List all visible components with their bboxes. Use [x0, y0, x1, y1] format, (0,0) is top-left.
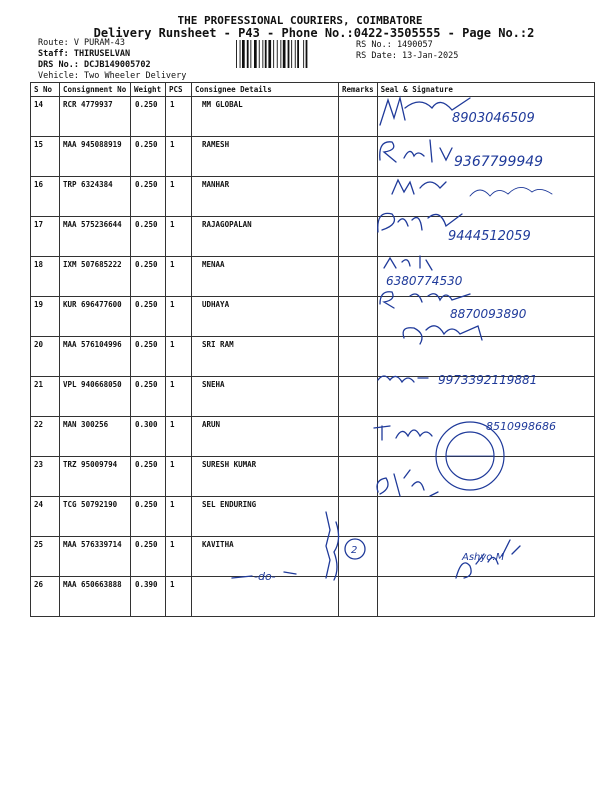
- cell-sno: 24: [31, 497, 60, 537]
- table-row: [31, 297, 595, 337]
- cell-sno: 15: [31, 137, 60, 177]
- cell-consignee: RAJAGOPALAN: [192, 217, 339, 257]
- barcode-bar: [277, 40, 278, 68]
- table-row: [31, 217, 595, 257]
- cell-sno: 20: [31, 337, 60, 377]
- cell-signature: [377, 377, 594, 417]
- phone-row-23: 8510998686: [486, 420, 556, 433]
- cell-pcs: 1: [166, 177, 192, 217]
- barcode-bar: [247, 40, 249, 68]
- barcode-bar: [240, 40, 241, 68]
- cell-weight: 0.250: [131, 377, 166, 417]
- staff-label: Staff: THIRUSELVAN: [38, 49, 131, 59]
- cell-weight: 0.250: [131, 137, 166, 177]
- cell-consignment-no: TCG 50792190: [60, 497, 131, 537]
- barcode-bar: [262, 40, 263, 68]
- table-row: [31, 457, 595, 497]
- cell-pcs: 1: [166, 457, 192, 497]
- cell-weight: 0.250: [131, 457, 166, 497]
- vehicle-label: Vehicle: Two Wheeler Delivery: [38, 71, 187, 81]
- cell-signature: [377, 217, 594, 257]
- table-row: [31, 257, 595, 297]
- barcode-bar: [283, 40, 286, 68]
- cell-weight: 0.250: [131, 497, 166, 537]
- cell-sno: 19: [31, 297, 60, 337]
- cell-consignment-no: MAA 576104996: [60, 337, 131, 377]
- cell-consignee: UDHAYA: [192, 297, 339, 337]
- cell-weight: 0.300: [131, 417, 166, 457]
- cell-weight: 0.390: [131, 577, 166, 617]
- cell-sno: 21: [31, 377, 60, 417]
- cell-consignment-no: TRZ 95009794: [60, 457, 131, 497]
- cell-pcs: 1: [166, 257, 192, 297]
- cell-consignee: SURESH KUMAR: [192, 457, 339, 497]
- table-row: [31, 497, 595, 537]
- barcode-bar: [288, 40, 290, 68]
- cell-weight: 0.250: [131, 337, 166, 377]
- cell-signature: [377, 497, 594, 537]
- runsheet-heading: Delivery Runsheet - P43 - Phone No.:0422-3505555 - Page No.:2: [93, 26, 535, 40]
- cell-weight: 0.250: [131, 297, 166, 337]
- cell-consignee: ARUN: [192, 417, 339, 457]
- barcode-bar: [297, 40, 299, 68]
- cell-consignee: KAVITHA: [192, 537, 339, 577]
- cell-weight: 0.250: [131, 217, 166, 257]
- barcode-bar: [250, 40, 251, 68]
- drs-number: DRS No.: DCJB149005702: [38, 60, 151, 70]
- cell-pcs: 1: [166, 497, 192, 537]
- table-row: [31, 337, 595, 377]
- cell-consignee: SNEHA: [192, 377, 339, 417]
- cell-consignment-no: MAA 575236644: [60, 217, 131, 257]
- col-weight: Weight: [131, 83, 166, 97]
- cell-consignment-no: MAA 945088919: [60, 137, 131, 177]
- cell-signature: [377, 577, 594, 617]
- cell-remarks: [339, 297, 378, 337]
- phone-row-17: 9444512059: [448, 229, 531, 244]
- cell-remarks: [339, 377, 378, 417]
- cell-signature: [377, 537, 594, 577]
- table-header-row: [31, 83, 595, 97]
- col-pcs: PCS: [166, 83, 192, 97]
- cell-sno: 23: [31, 457, 60, 497]
- col-consignment: Consignment No: [60, 83, 131, 97]
- cell-signature: [377, 297, 594, 337]
- barcode-bar: [254, 40, 257, 68]
- col-signature: Seal & Signature: [377, 83, 594, 97]
- table-row: [31, 377, 595, 417]
- col-sno: S No: [31, 83, 60, 97]
- cell-remarks: [339, 257, 378, 297]
- cell-consignment-no: TRP 6324384: [60, 177, 131, 217]
- barcode-bar: [295, 40, 296, 68]
- cell-signature: [377, 137, 594, 177]
- cell-pcs: 1: [166, 537, 192, 577]
- mark-row-26: 2: [351, 545, 358, 556]
- cell-remarks: [339, 577, 378, 617]
- cell-sno: 18: [31, 257, 60, 297]
- cell-remarks: [339, 417, 378, 457]
- barcode-bar: [280, 40, 281, 68]
- cell-pcs: 1: [166, 297, 192, 337]
- cell-sno: 14: [31, 97, 60, 137]
- col-remarks: Remarks: [339, 83, 378, 97]
- cell-consignee: MENAA: [192, 257, 339, 297]
- cell-sno: 22: [31, 417, 60, 457]
- barcode-bar: [268, 40, 271, 68]
- cell-consignee: MM GLOBAL: [192, 97, 339, 137]
- cell-pcs: 1: [166, 97, 192, 137]
- cell-consignment-no: MAN 300256: [60, 417, 131, 457]
- cell-remarks: [339, 137, 378, 177]
- cell-remarks: [339, 97, 378, 137]
- table-row: [31, 97, 595, 137]
- table-row: [31, 417, 595, 457]
- cell-weight: 0.250: [131, 97, 166, 137]
- phone-row-14: 8903046509: [452, 111, 535, 126]
- cell-sno: 25: [31, 537, 60, 577]
- cell-remarks: [339, 457, 378, 497]
- barcode-bar: [265, 40, 267, 68]
- cell-signature: [377, 417, 594, 457]
- cell-consignee: RAMESH: [192, 137, 339, 177]
- table-row: [31, 537, 595, 577]
- barcode-image: [236, 40, 336, 68]
- cell-pcs: 1: [166, 137, 192, 177]
- barcode-bar: [273, 40, 274, 68]
- cell-remarks: [339, 337, 378, 377]
- cell-consignment-no: IXM 507685222: [60, 257, 131, 297]
- cell-remarks: [339, 537, 378, 577]
- route-label: Route: V PURAM-43: [38, 38, 125, 48]
- consignment-table: [30, 82, 595, 617]
- cell-remarks: [339, 497, 378, 537]
- barcode-bar: [259, 40, 260, 68]
- cell-signature: [377, 257, 594, 297]
- phone-row-19: 8870093890: [450, 307, 527, 321]
- cell-sno: 26: [31, 577, 60, 617]
- cell-pcs: 1: [166, 417, 192, 457]
- col-consignee: Consignee Details: [192, 83, 339, 97]
- barcode-bar: [303, 40, 304, 68]
- table-row: [31, 137, 595, 177]
- rs-number: RS No.: 1490057: [356, 40, 433, 50]
- cell-consignee: SEL ENDURING: [192, 497, 339, 537]
- table-row: [31, 177, 595, 217]
- cell-remarks: [339, 177, 378, 217]
- signature-text-row-26: Ashyo.M: [462, 552, 505, 563]
- cell-consignment-no: MAA 650663888: [60, 577, 131, 617]
- phone-row-15: 9367799949: [454, 154, 544, 170]
- company-title: THE PROFESSIONAL COURIERS, COIMBATORE: [177, 14, 423, 27]
- cell-consignee: MANHAR: [192, 177, 339, 217]
- cell-sno: 16: [31, 177, 60, 217]
- cell-weight: 0.250: [131, 257, 166, 297]
- barcode-bar: [291, 40, 292, 68]
- cell-signature: [377, 177, 594, 217]
- barcode-bar: [306, 40, 308, 68]
- cell-weight: 0.250: [131, 177, 166, 217]
- phone-row-18: 6380774530: [386, 274, 463, 288]
- cell-pcs: 1: [166, 337, 192, 377]
- cell-signature: [377, 337, 594, 377]
- cell-signature: [377, 457, 594, 497]
- cell-pcs: 1: [166, 217, 192, 257]
- cell-pcs: 1: [166, 577, 192, 617]
- cell-consignment-no: RCR 4779937: [60, 97, 131, 137]
- phone-row-21: 9973392119881: [438, 373, 538, 387]
- cell-consignment-no: MAA 576339714: [60, 537, 131, 577]
- remark-row-26: -do-: [254, 570, 276, 583]
- cell-signature: [377, 97, 594, 137]
- cell-weight: 0.250: [131, 537, 166, 577]
- cell-remarks: [339, 217, 378, 257]
- rs-date: RS Date: 13-Jan-2025: [356, 51, 459, 61]
- cell-consignee: [192, 577, 339, 617]
- table-row: [31, 577, 595, 617]
- cell-sno: 17: [31, 217, 60, 257]
- cell-consignment-no: KUR 696477600: [60, 297, 131, 337]
- barcode-bar: [242, 40, 245, 68]
- cell-consignment-no: VPL 940668050: [60, 377, 131, 417]
- cell-consignee: SRI RAM: [192, 337, 339, 377]
- barcode-bar: [236, 40, 237, 68]
- cell-pcs: 1: [166, 377, 192, 417]
